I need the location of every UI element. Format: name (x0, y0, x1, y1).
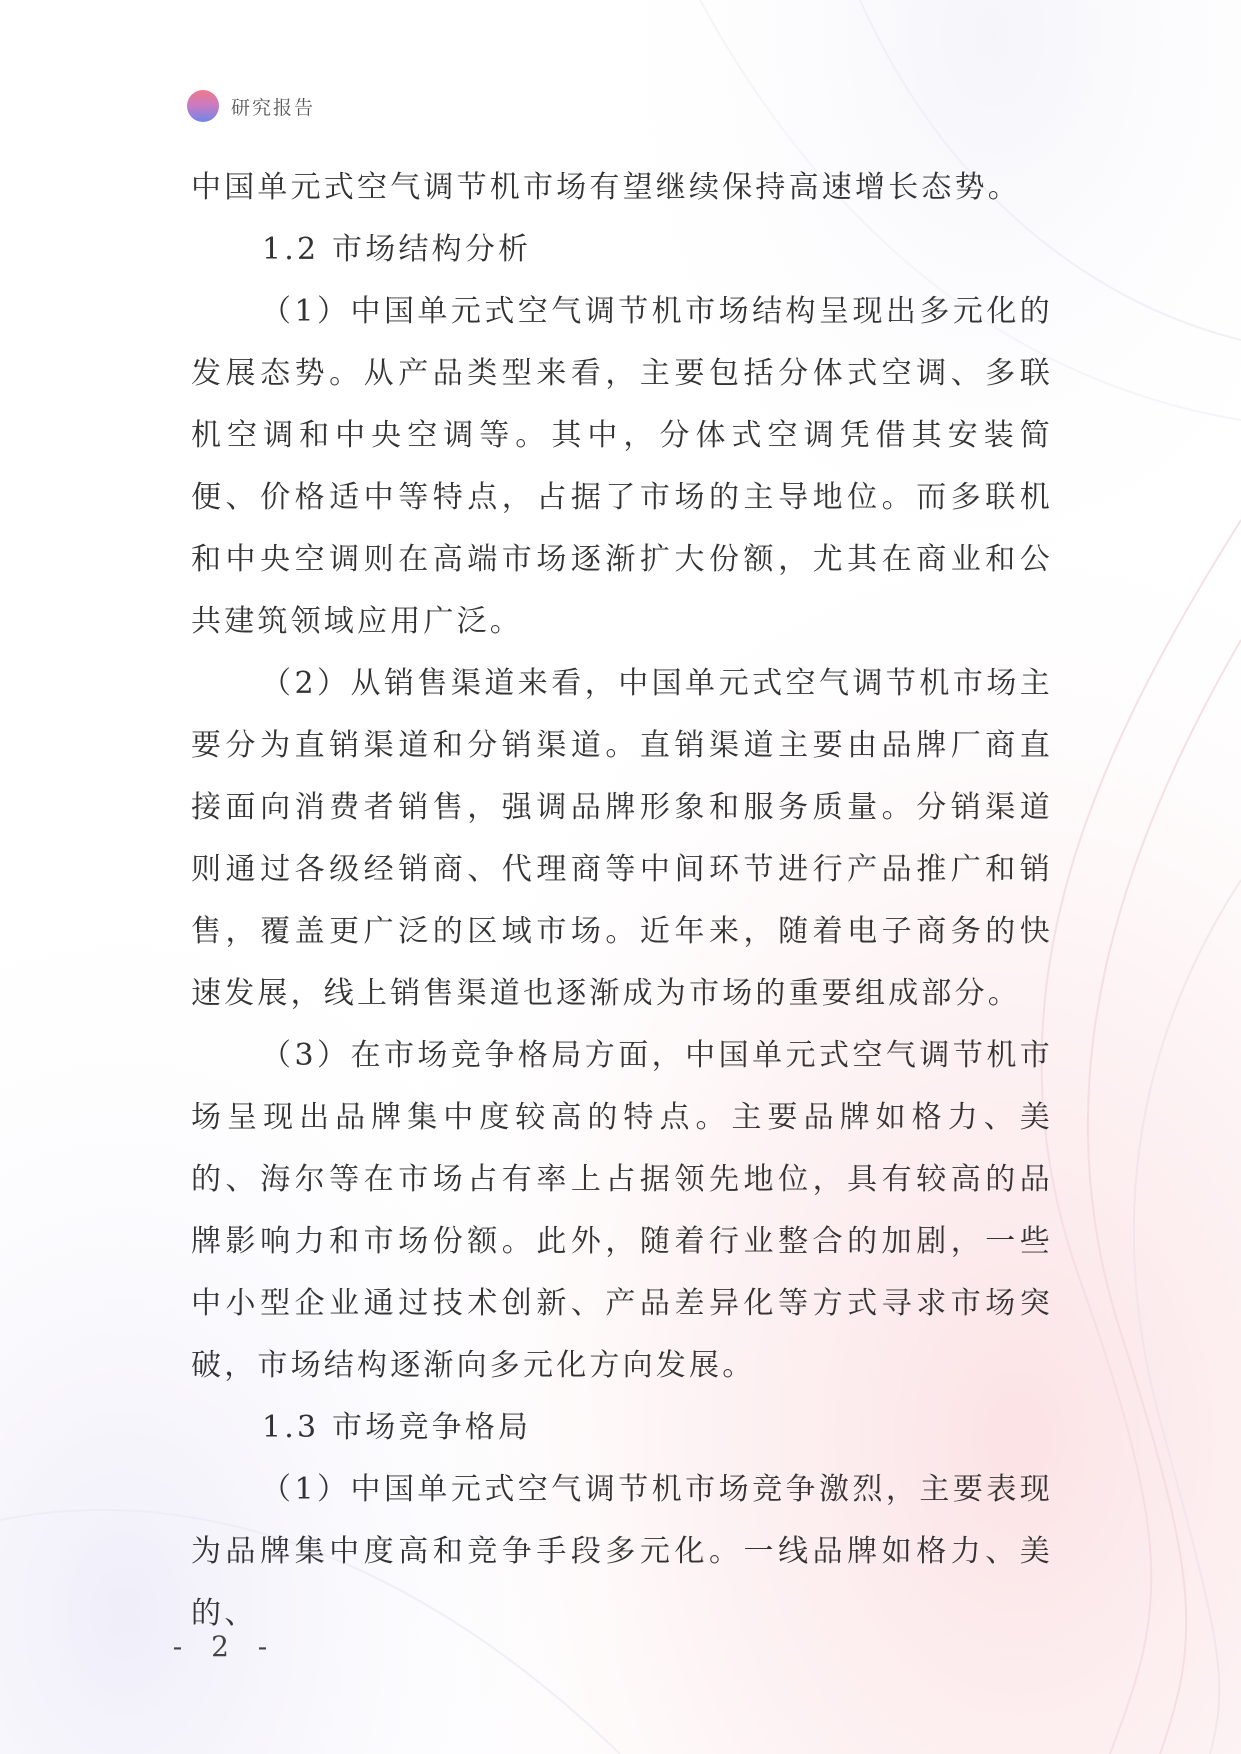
document-body (191, 157, 1053, 1645)
paragraph-1-3-1: （1）中国单元式空气调节机市场竞争激烈，主要表现为品牌集中度高和竞争手段多元化。一线品牌如格力、美的、 (191, 1472, 1053, 1631)
paragraph-continuation: 中国单元式空气调节机市场有望继续保持高速增长态势。 (191, 170, 1021, 205)
paragraph-1-2-1: （1）中国单元式空气调节机市场结构呈现出多元化的发展态势。从产品类型来看，主要包括分体式空调、多联机空调和中央空调等。其中，分体式空调凭借其安装简便、价格适中等特点，占据了市场的主导地位。而多联机和中央空调则在高端市场逐渐扩大份额，尤其在商业和公共建筑领域应用广泛。 (191, 294, 1053, 639)
paragraph-1-2-3: （3）在市场竞争格局方面，中国单元式空气调节机市场呈现出品牌集中度较高的特点。主要品牌如格力、美的、海尔等在市场占有率上占据领先地位，具有较高的品牌影响力和市场份额。此外，随着行业整合的加剧，一些中小型企业通过技术创新、产品差异化等方式寻求市场突破，市场结构逐渐向多元化方向发展。 (191, 1038, 1053, 1383)
header-label: 研究报告 (231, 96, 316, 119)
section-heading-1-3: 1.3 市场竞争格局 (262, 1410, 532, 1445)
report-header (187, 89, 315, 123)
page-number: - 2 - (172, 1630, 278, 1663)
logo-circle-icon (187, 90, 219, 122)
section-heading-1-2: 1.2 市场结构分析 (262, 232, 532, 267)
paragraph-1-2-2: （2）从销售渠道来看，中国单元式空气调节机市场主要分为直销渠道和分销渠道。直销渠道主要由品牌厂商直接面向消费者销售，强调品牌形象和服务质量。分销渠道则通过各级经销商、代理商等中间环节进行产品推广和销售，覆盖更广泛的区域市场。近年来，随着电子商务的快速发展，线上销售渠道也逐渐成为市场的重要组成部分。 (191, 666, 1053, 1011)
